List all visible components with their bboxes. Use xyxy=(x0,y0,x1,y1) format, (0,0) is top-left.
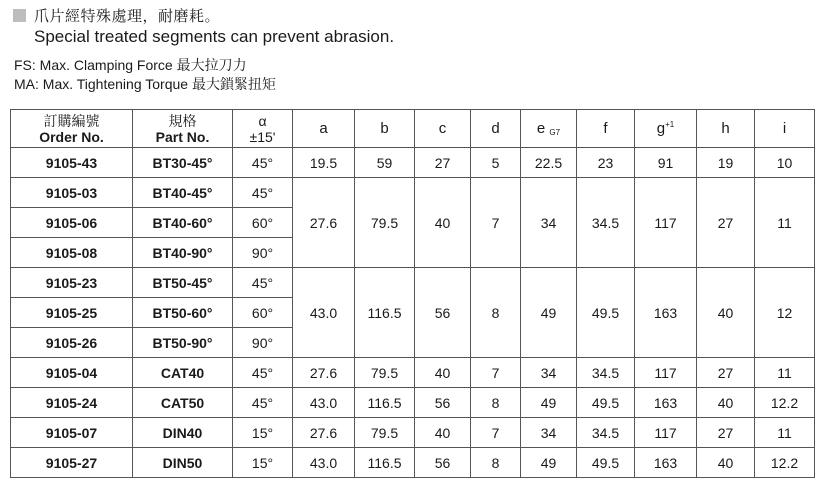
cell-d: 5 xyxy=(471,148,521,178)
cell-part: BT50-45° xyxy=(133,268,233,298)
cell-d: 7 xyxy=(471,178,521,268)
table-row xyxy=(11,148,815,178)
header-a: a xyxy=(293,110,355,148)
cell-order: 9105-23 xyxy=(11,268,133,298)
cell-h: 27 xyxy=(697,418,755,448)
cell-c: 40 xyxy=(415,418,471,448)
cell-part: DIN40 xyxy=(133,418,233,448)
cell-alpha: 45° xyxy=(233,268,293,298)
cell-f: 34.5 xyxy=(577,178,635,268)
cell-alpha: 15° xyxy=(233,418,293,448)
table-row xyxy=(11,178,815,208)
cell-c: 27 xyxy=(415,148,471,178)
cell-part: BT50-90° xyxy=(133,328,233,358)
cell-a: 19.5 xyxy=(293,148,355,178)
table-row xyxy=(11,358,815,388)
cell-f: 49.5 xyxy=(577,388,635,418)
header-f: f xyxy=(577,110,635,148)
cell-b: 79.5 xyxy=(355,358,415,388)
cell-a: 43.0 xyxy=(293,388,355,418)
cell-h: 40 xyxy=(697,388,755,418)
table-row xyxy=(11,388,815,418)
cell-g: 117 xyxy=(635,418,697,448)
cell-order: 9105-24 xyxy=(11,388,133,418)
header-h: h xyxy=(697,110,755,148)
table-row xyxy=(11,448,815,478)
cell-f: 34.5 xyxy=(577,358,635,388)
cell-alpha: 45° xyxy=(233,388,293,418)
header-e: e $_{G7}$ xyxy=(521,110,577,148)
cell-g: 163 xyxy=(635,388,697,418)
cell-order: 9105-26 xyxy=(11,328,133,358)
cell-alpha: 15° xyxy=(233,448,293,478)
title-chinese: 爪片經特殊處理，耐磨耗。 xyxy=(34,8,221,25)
cell-d: 8 xyxy=(471,268,521,358)
cell-d: 7 xyxy=(471,418,521,448)
cell-f: 23 xyxy=(577,148,635,178)
cell-order: 9105-03 xyxy=(11,178,133,208)
cell-part: BT30-45° xyxy=(133,148,233,178)
table-header-row xyxy=(11,110,815,148)
title-english: Special treated segments can prevent abrasion. xyxy=(34,27,395,46)
cell-c: 56 xyxy=(415,448,471,478)
cell-part: CAT40 xyxy=(133,358,233,388)
cell-a: 27.6 xyxy=(293,418,355,448)
cell-a: 27.6 xyxy=(293,358,355,388)
note-tightening-torque: MA: Max. Tightening Torque 最大鎖緊扭矩 xyxy=(14,76,276,92)
header-d: d xyxy=(471,110,521,148)
cell-e: 34 xyxy=(521,178,577,268)
cell-g: 163 xyxy=(635,448,697,478)
cell-d: 8 xyxy=(471,388,521,418)
cell-order: 9105-43 xyxy=(11,148,133,178)
cell-i: 11 xyxy=(755,178,815,268)
cell-h: 27 xyxy=(697,358,755,388)
table-row xyxy=(11,418,815,448)
cell-c: 56 xyxy=(415,268,471,358)
cell-b: 116.5 xyxy=(355,268,415,358)
cell-h: 40 xyxy=(697,268,755,358)
cell-order: 9105-08 xyxy=(11,238,133,268)
header-g: $g^{+1}$ xyxy=(635,110,697,148)
note-clamping-force: FS: Max. Clamping Force 最大拉刀力 xyxy=(14,57,247,73)
cell-h: 40 xyxy=(697,448,755,478)
cell-alpha: 45° xyxy=(233,148,293,178)
cell-d: 7 xyxy=(471,358,521,388)
header-b: b xyxy=(355,110,415,148)
cell-g: 163 xyxy=(635,268,697,358)
cell-a: 43.0 xyxy=(293,268,355,358)
table-row xyxy=(11,268,815,298)
cell-alpha: 90° xyxy=(233,238,293,268)
cell-b: 116.5 xyxy=(355,388,415,418)
cell-order: 9105-25 xyxy=(11,298,133,328)
cell-a: 27.6 xyxy=(293,178,355,268)
cell-e: 49 xyxy=(521,268,577,358)
cell-e: 49 xyxy=(521,448,577,478)
cell-b: 116.5 xyxy=(355,448,415,478)
header-i: i xyxy=(755,110,815,148)
cell-e: 34 xyxy=(521,358,577,388)
cell-i: 12.2 xyxy=(755,448,815,478)
title-bullet-square xyxy=(13,9,26,22)
header-order-no: 訂購編號 Order No. xyxy=(11,110,133,148)
cell-i: 10 xyxy=(755,148,815,178)
cell-alpha: 60° xyxy=(233,208,293,238)
cell-alpha: 45° xyxy=(233,358,293,388)
cell-alpha: 90° xyxy=(233,328,293,358)
cell-b: 59 xyxy=(355,148,415,178)
cell-part: BT40-60° xyxy=(133,208,233,238)
cell-i: 12.2 xyxy=(755,388,815,418)
cell-e: 34 xyxy=(521,418,577,448)
cell-order: 9105-27 xyxy=(11,448,133,478)
cell-h: 27 xyxy=(697,178,755,268)
header-alpha: α ±15' xyxy=(233,110,293,148)
cell-order: 9105-06 xyxy=(11,208,133,238)
cell-part: BT50-60° xyxy=(133,298,233,328)
header-part-no: 規格 Part No. xyxy=(133,110,233,148)
cell-order: 9105-04 xyxy=(11,358,133,388)
cell-g: 117 xyxy=(635,358,697,388)
cell-e: 22.5 xyxy=(521,148,577,178)
cell-i: 11 xyxy=(755,418,815,448)
cell-g: 117 xyxy=(635,178,697,268)
cell-f: 49.5 xyxy=(577,448,635,478)
cell-order: 9105-07 xyxy=(11,418,133,448)
cell-part: BT40-45° xyxy=(133,178,233,208)
cell-c: 56 xyxy=(415,388,471,418)
spec-table xyxy=(10,109,815,478)
cell-h: 19 xyxy=(697,148,755,178)
cell-f: 34.5 xyxy=(577,418,635,448)
cell-part: DIN50 xyxy=(133,448,233,478)
cell-g: 91 xyxy=(635,148,697,178)
cell-e: 49 xyxy=(521,388,577,418)
cell-part: CAT50 xyxy=(133,388,233,418)
cell-a: 43.0 xyxy=(293,448,355,478)
cell-i: 11 xyxy=(755,358,815,388)
cell-i: 12 xyxy=(755,268,815,358)
cell-f: 49.5 xyxy=(577,268,635,358)
cell-d: 8 xyxy=(471,448,521,478)
cell-c: 40 xyxy=(415,178,471,268)
cell-b: 79.5 xyxy=(355,178,415,268)
cell-alpha: 60° xyxy=(233,298,293,328)
header-c: c xyxy=(415,110,471,148)
cell-part: BT40-90° xyxy=(133,238,233,268)
cell-c: 40 xyxy=(415,358,471,388)
cell-alpha: 45° xyxy=(233,178,293,208)
cell-b: 79.5 xyxy=(355,418,415,448)
